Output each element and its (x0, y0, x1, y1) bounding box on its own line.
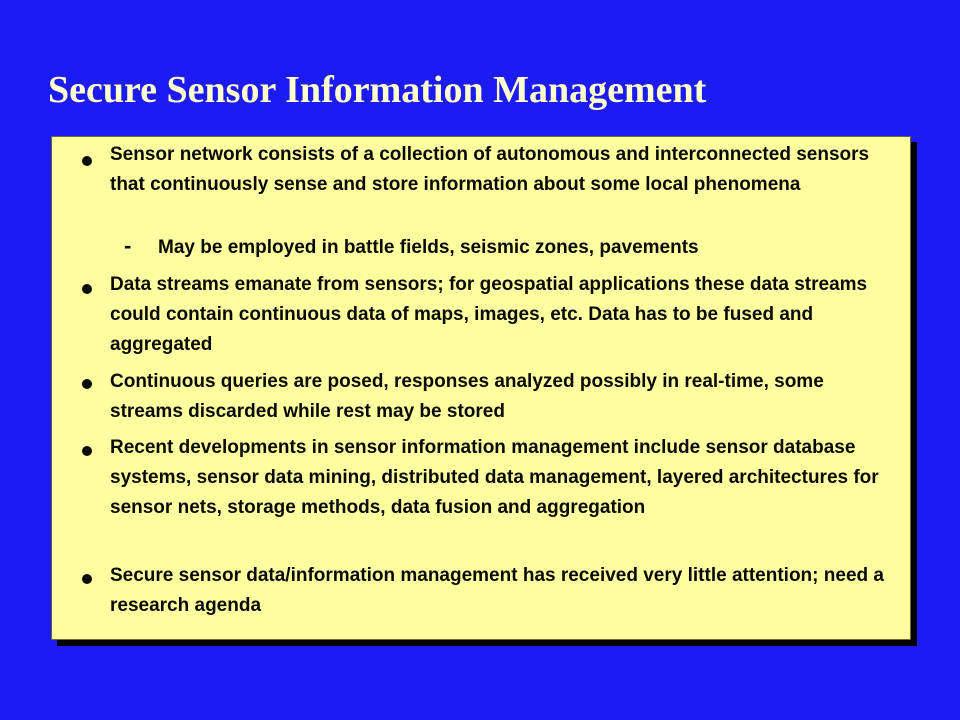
bullet-item-2: Data streams emanate from sensors; for geospatial applications these data streams could contain continuous data of maps, images, etc. Data has to be fused and aggregated (110, 274, 868, 355)
bullet-item-4: Recent developments in sensor information management include sensor database systems, sensor data mining, distributed data management, layered architectures for sensor nets, storage methods, data fusion and aggregation (110, 437, 879, 518)
bullet-dot-icon (82, 379, 92, 389)
bullet-item-1: Sensor network consists of a collection of autonomous and interconnected sensors that continuously sense and store information about some local phenomena (110, 144, 870, 195)
slide-title: Secure Sensor Information Management (48, 69, 707, 111)
content-panel (51, 136, 911, 640)
sub-bullet-item-1: May be employed in battle fields, seismic zones, pavements (158, 237, 699, 258)
bullet-dot-icon (82, 574, 92, 584)
bullet-dot-icon (82, 446, 92, 456)
bullet-dot-icon (82, 156, 92, 166)
bullet-dot-icon (82, 284, 92, 294)
dash-icon: - (124, 233, 132, 258)
bullet-list (52, 137, 910, 639)
bullet-item-3: Continuous queries are posed, responses analyzed possibly in real-time, some streams discarded while rest may be stored (110, 371, 824, 422)
bullet-item-5: Secure sensor data/information management has received very little attention; need a research agenda (110, 565, 884, 616)
